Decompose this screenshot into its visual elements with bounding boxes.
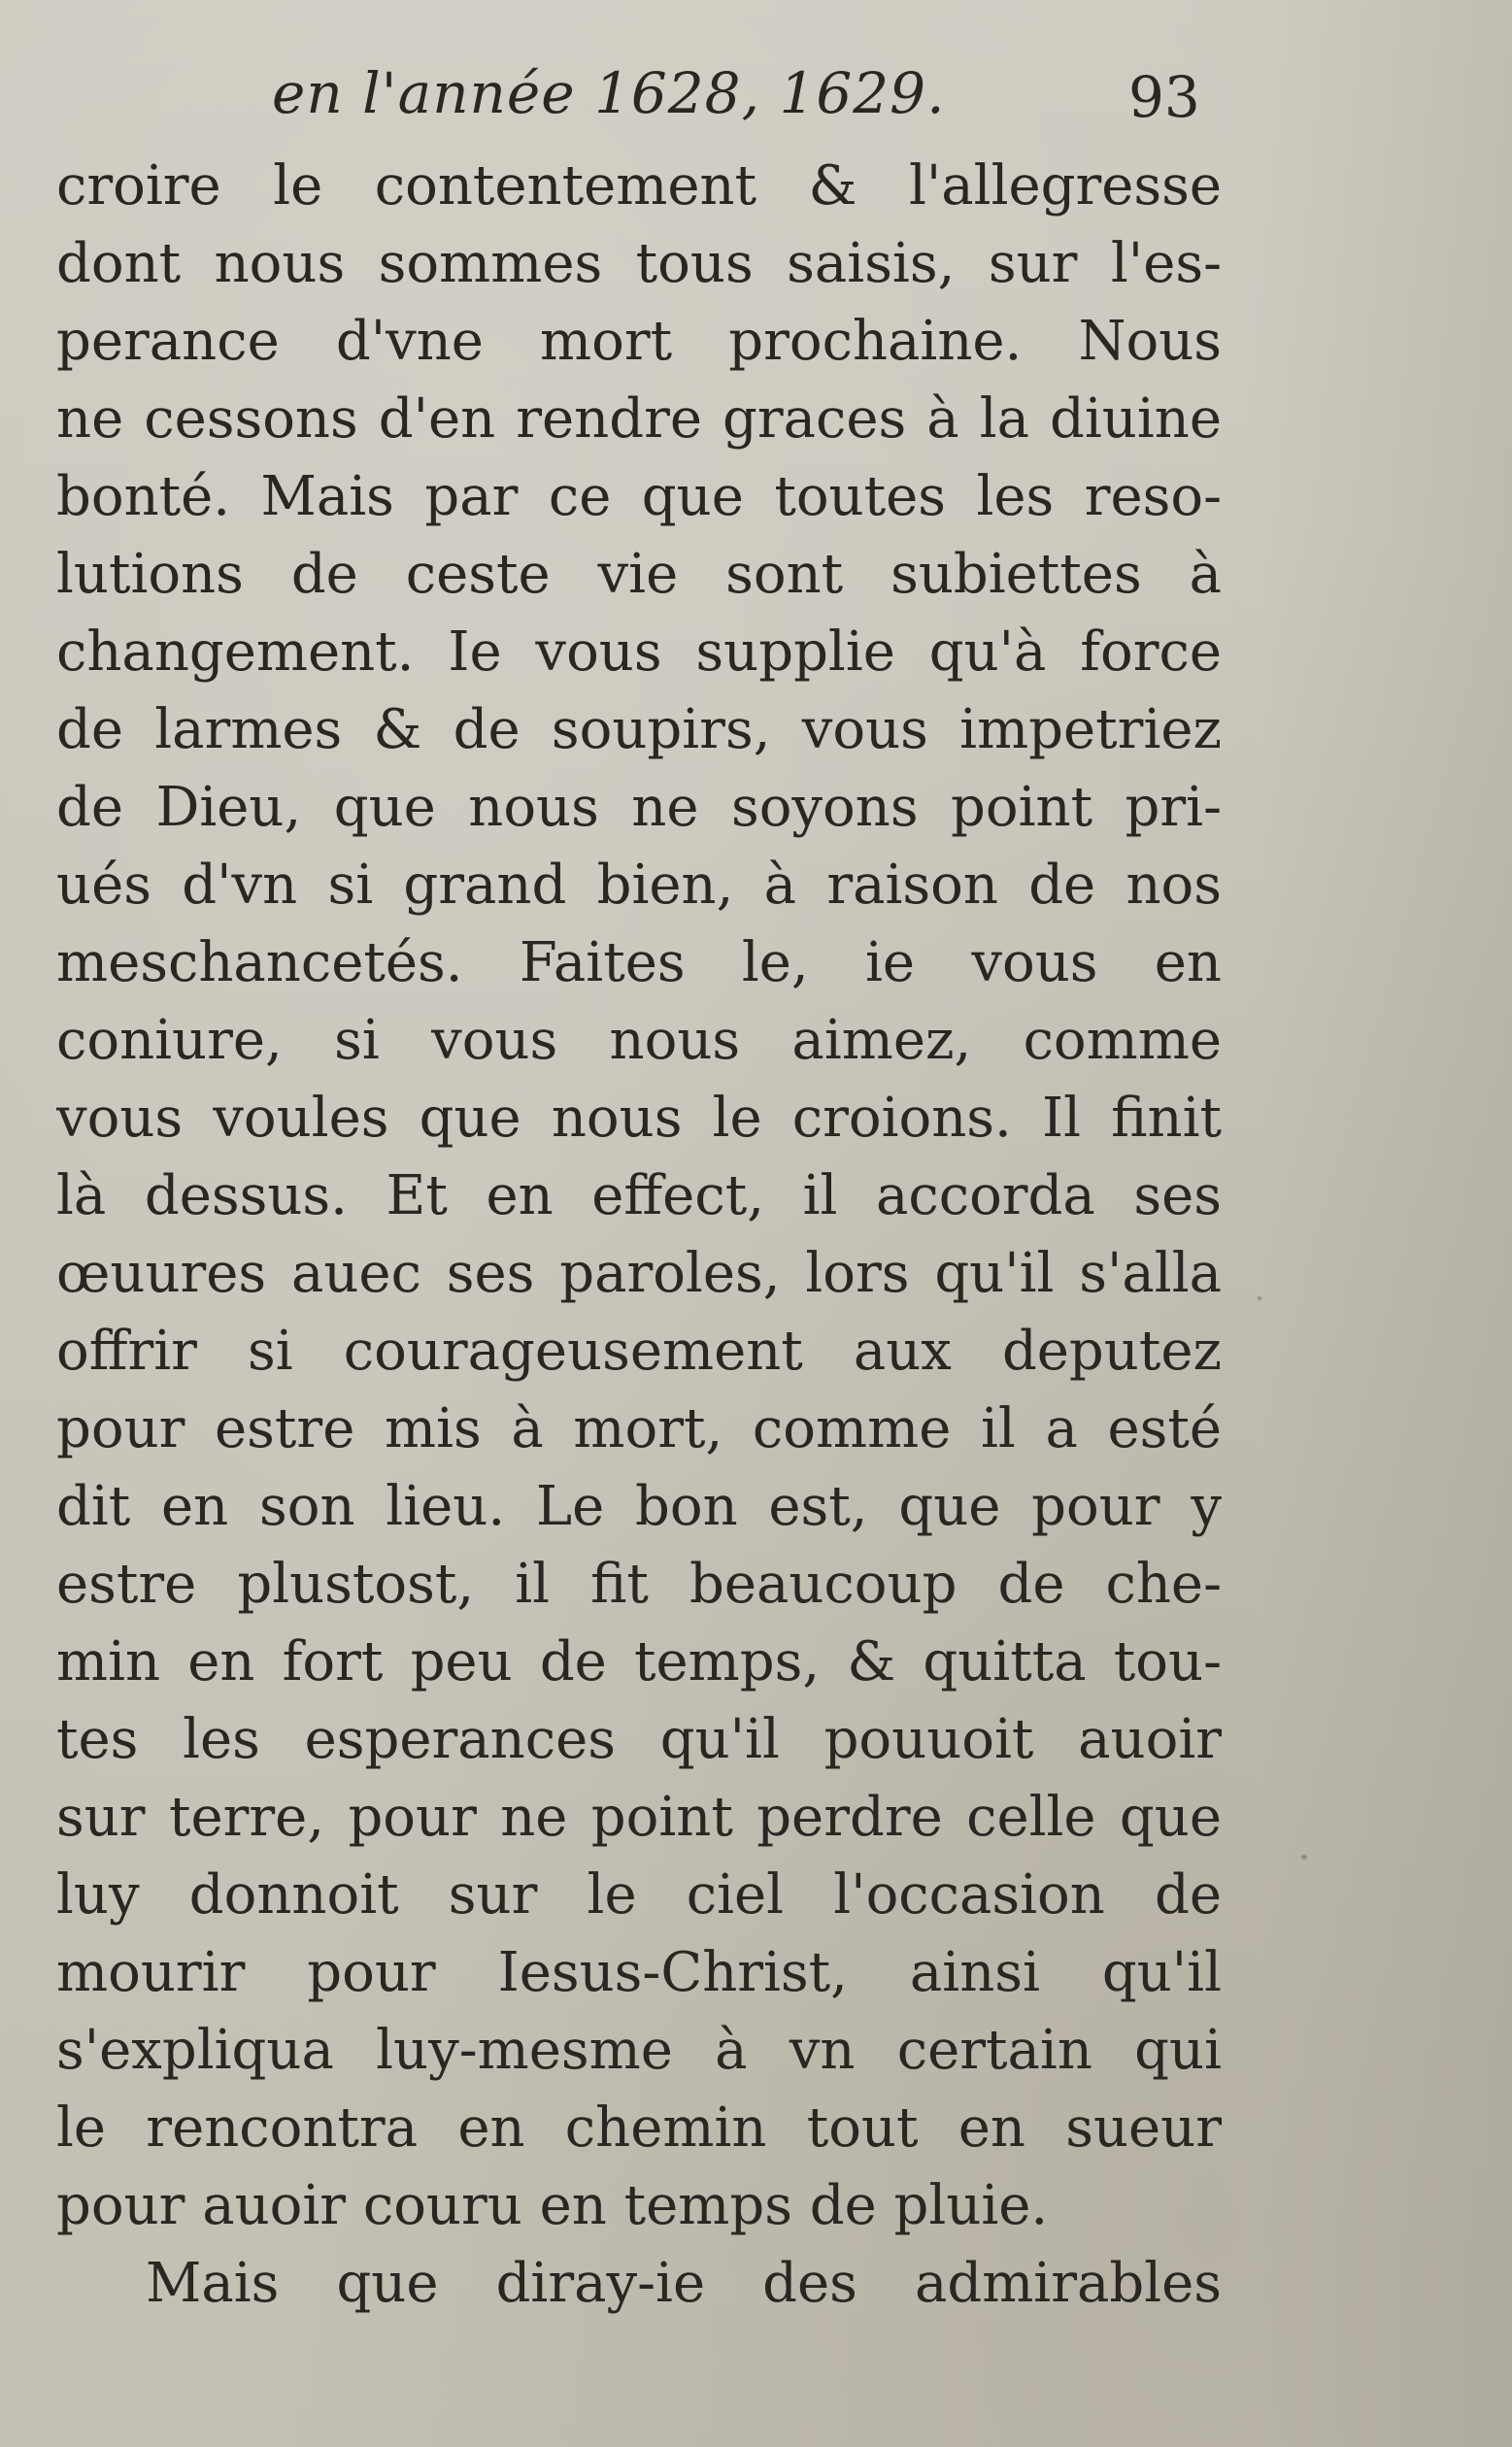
text-line: tes les esperances qu'il pouuoit auoir [56,1708,1222,1771]
body-text [56,148,1222,2323]
text-line: ne cessons d'en rendre graces à la diuine [56,387,1222,451]
page-number: 93 [1128,64,1200,130]
text-line: luy donnoit sur le ciel l'occasion de [56,1863,1222,1927]
text-line: perance d'vne mort prochaine. Nous [56,310,1222,373]
text-line: là dessus. Et en effect, il accorda ses [56,1164,1222,1227]
text-line: min en fort peu de temps, & quitta tou- [56,1630,1222,1693]
text-line: œuures auec ses paroles, lors qu'il s'alla [56,1242,1222,1305]
text-line: de larmes & de soupirs, vous impetriez [56,698,1222,761]
text-line: meschancetés. Faites le, ie vous en [56,931,1222,994]
text-line: lutions de ceste vie sont subiettes à [56,543,1222,606]
text-line: bonté. Mais par ce que toutes les reso- [56,465,1222,528]
text-line: ués d'vn si grand bien, à raison de nos [56,854,1222,917]
text-line: vous voules que nous le croions. Il finit [56,1087,1222,1150]
page-edge-shadow [1260,0,1512,2447]
text-line: coniure, si vous nous aimez, comme [56,1009,1222,1072]
text-line: changement. Ie vous supplie qu'à force [56,620,1222,684]
text-line: de Dieu, que nous ne soyons point pri- [56,776,1222,839]
page-header [58,60,1224,138]
text-line: offrir si courageusement aux deputez [56,1320,1222,1383]
text-line: dit en son lieu. Le bon est, que pour y [56,1475,1222,1538]
paragraph-end-line: pour auoir couru en temps de pluie. [56,2174,1049,2237]
text-line: le rencontra en chemin tout en sueur [56,2096,1222,2160]
paper-speck [1258,1296,1261,1300]
text-line: s'expliqua luy-mesme à vn certain qui [56,2019,1222,2082]
running-head: en l'année 1628, 1629. [272,60,946,126]
paragraph-start-line: Mais que diray-ie des admirables [146,2252,1222,2315]
text-line: mourir pour Iesus-Christ, ainsi qu'il [56,1941,1222,2004]
text-line: dont nous sommes tous saisis, sur l'es- [56,232,1222,295]
text-line: pour estre mis à mort, comme il a esté [56,1397,1222,1460]
paper-speck [1301,1855,1307,1860]
text-line: estre plustost, il fit beaucoup de che- [56,1553,1222,1616]
text-line: croire le contentement & l'allegresse [56,154,1222,218]
text-line: sur terre, pour ne point perdre celle que [56,1786,1222,1849]
